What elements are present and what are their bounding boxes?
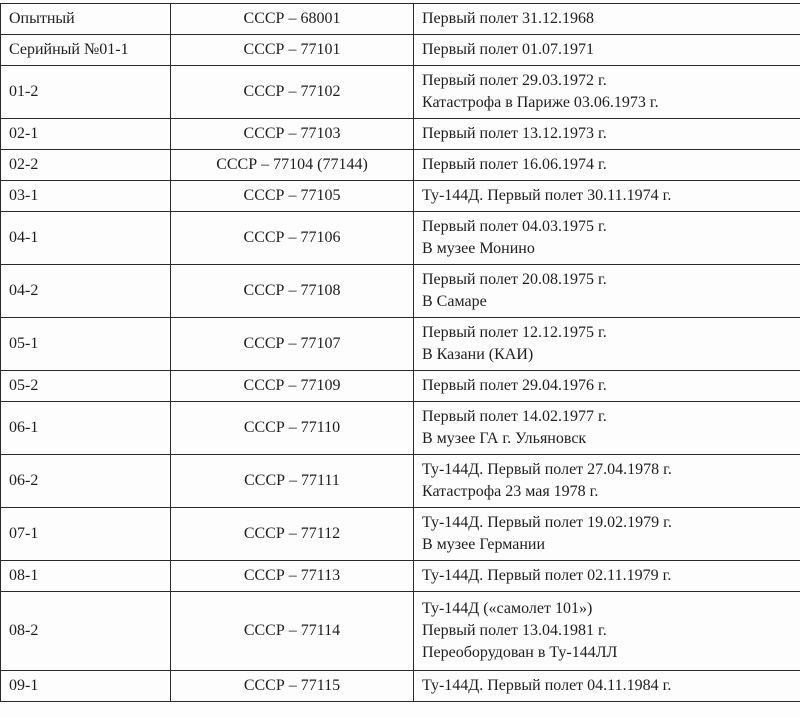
notes-cell xyxy=(414,4,800,35)
note-line: Первый полет 16.06.1974 г. xyxy=(422,156,607,173)
notes-cell xyxy=(414,508,800,561)
note-line: Ту-144Д («самолет 101») xyxy=(422,600,593,617)
table-row xyxy=(1,371,800,402)
registration-cell: СССР – 68001 xyxy=(171,4,414,35)
serial-number-cell: 03-1 xyxy=(1,181,171,212)
note-line: Ту-144Д. Первый полет 04.11.1984 г. xyxy=(422,677,672,694)
serial-number-cell: 07-1 xyxy=(1,508,171,561)
note-line: Ту-144Д. Первый полет 19.02.1979 г. xyxy=(422,514,672,531)
registration-cell: СССР – 77113 xyxy=(171,561,414,592)
note-line: Ту-144Д. Первый полет 30.11.1974 г. xyxy=(422,187,672,204)
table-row xyxy=(1,4,800,35)
notes-cell xyxy=(414,150,800,181)
registration-cell: СССР – 77109 xyxy=(171,371,414,402)
registration-cell: СССР – 77103 xyxy=(171,119,414,150)
registration-cell: СССР – 77114 xyxy=(171,592,414,671)
serial-number-cell: 04-2 xyxy=(1,265,171,318)
registration-cell: СССР – 77104 (77144) xyxy=(171,150,414,181)
table-row xyxy=(1,181,800,212)
note-line: В музее ГА г. Ульяновск xyxy=(422,430,587,447)
note-line: В музее Германии xyxy=(422,536,546,553)
table-row xyxy=(1,318,800,371)
serial-number-cell: 08-1 xyxy=(1,561,171,592)
notes-cell xyxy=(414,561,800,592)
note-line: Первый полет 04.03.1975 г. xyxy=(422,218,607,235)
registration-cell: СССР – 77115 xyxy=(171,671,414,702)
note-line: Катастрофа 23 мая 1978 г. xyxy=(422,483,599,500)
notes-cell xyxy=(414,265,800,318)
note-line: Первый полет 14.02.1977 г. xyxy=(422,408,607,425)
notes-cell xyxy=(414,671,800,702)
registration-cell: СССР – 77108 xyxy=(171,265,414,318)
note-line: Ту-144Д. Первый полет 27.04.1978 г. xyxy=(422,461,672,478)
serial-number-cell: 06-2 xyxy=(1,455,171,508)
registration-cell: СССР – 77106 xyxy=(171,212,414,265)
table-row xyxy=(1,671,800,702)
note-line: Переоборудован в Ту-144ЛЛ xyxy=(422,644,618,661)
note-line: Первый полет 13.04.1981 г. xyxy=(422,622,607,639)
notes-cell xyxy=(414,35,800,66)
serial-number-cell: 09-1 xyxy=(1,671,171,702)
notes-cell xyxy=(414,318,800,371)
registration-cell: СССР – 77102 xyxy=(171,66,414,119)
table-row xyxy=(1,561,800,592)
notes-cell xyxy=(414,455,800,508)
note-line: Первый полет 29.03.1972 г. xyxy=(422,72,607,89)
table-row xyxy=(1,66,800,119)
note-line: Первый полет 20.08.1975 г. xyxy=(422,271,607,288)
notes-cell xyxy=(414,592,800,671)
table-row xyxy=(1,592,800,671)
registration-cell: СССР – 77107 xyxy=(171,318,414,371)
note-line: Первый полет 31.12.1968 xyxy=(422,10,594,27)
notes-cell xyxy=(414,181,800,212)
registration-cell: СССР – 77101 xyxy=(171,35,414,66)
table-row xyxy=(1,35,800,66)
notes-cell xyxy=(414,371,800,402)
serial-number-cell: 06-1 xyxy=(1,402,171,455)
serial-number-cell: 04-1 xyxy=(1,212,171,265)
registration-cell: СССР – 77110 xyxy=(171,402,414,455)
table-row xyxy=(1,265,800,318)
note-line: Катастрофа в Париже 03.06.1973 г. xyxy=(422,94,659,111)
serial-number-cell: 02-1 xyxy=(1,119,171,150)
serial-number-cell: Опытный xyxy=(1,4,171,35)
note-line: В музее Монино xyxy=(422,240,535,257)
aircraft-table xyxy=(0,3,800,702)
note-line: Ту-144Д. Первый полет 02.11.1979 г. xyxy=(422,567,672,584)
serial-number-cell: 05-2 xyxy=(1,371,171,402)
table-row xyxy=(1,508,800,561)
table-body xyxy=(1,4,800,702)
notes-cell xyxy=(414,119,800,150)
table-row xyxy=(1,150,800,181)
table-row xyxy=(1,212,800,265)
notes-cell xyxy=(414,66,800,119)
note-line: Первый полет 01.07.1971 xyxy=(422,41,594,58)
note-line: Первый полет 29.04.1976 г. xyxy=(422,377,607,394)
serial-number-cell: 05-1 xyxy=(1,318,171,371)
registration-cell: СССР – 77112 xyxy=(171,508,414,561)
serial-number-cell: 02-2 xyxy=(1,150,171,181)
table-row xyxy=(1,402,800,455)
note-line: В Самаре xyxy=(422,293,487,310)
note-line: В Казани (КАИ) xyxy=(422,346,534,363)
serial-number-cell: Серийный №01-1 xyxy=(1,35,171,66)
table-row xyxy=(1,455,800,508)
registration-cell: СССР – 77111 xyxy=(171,455,414,508)
note-line: Первый полет 12.12.1975 г. xyxy=(422,324,607,341)
serial-number-cell: 08-2 xyxy=(1,592,171,671)
note-line: Первый полет 13.12.1973 г. xyxy=(422,125,607,142)
notes-cell xyxy=(414,212,800,265)
serial-number-cell: 01-2 xyxy=(1,66,171,119)
notes-cell xyxy=(414,402,800,455)
registration-cell: СССР – 77105 xyxy=(171,181,414,212)
table-row xyxy=(1,119,800,150)
